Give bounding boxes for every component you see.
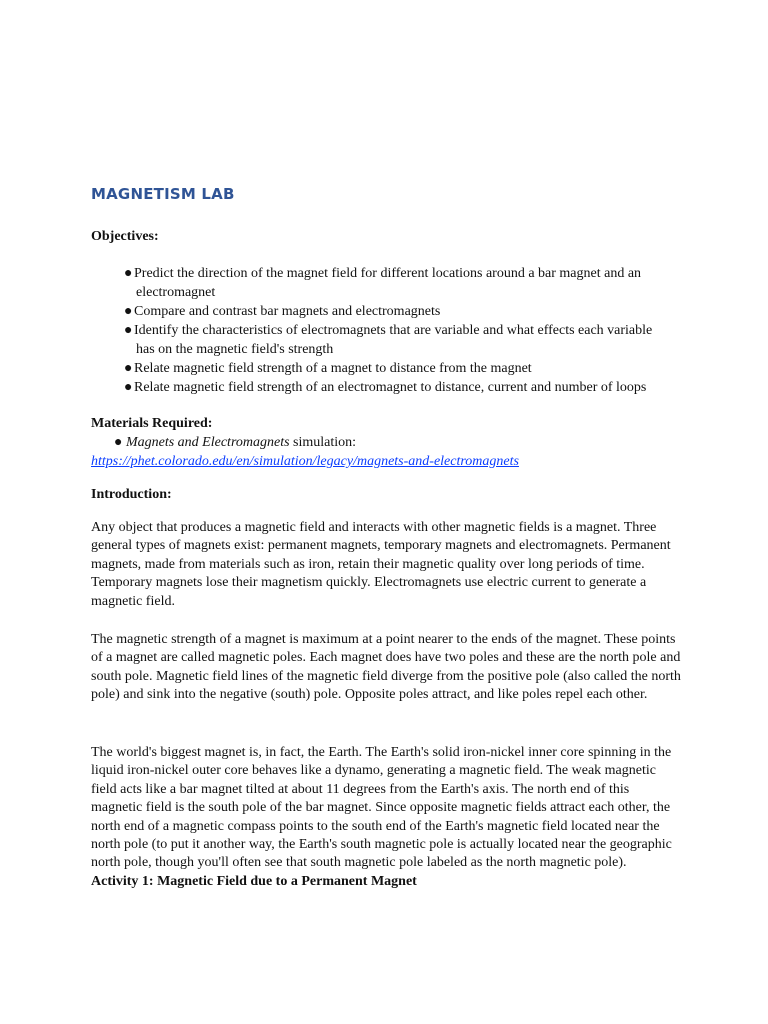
intro-paragraph-2: The magnetic strength of a magnet is maximum at a point nearer to the ends of the magnet. These points of a magnet are called magnetic poles. Each magnet does have two poles and these are the north pole and south pole. Magnetic field lines of the magnetic field diverge from the positive pole (also called the north pole) and sink into the negative (south) pole. Opposite poles attract, and like poles repel each other. <box>91 632 681 703</box>
materials-heading: Materials Required: <box>91 416 213 431</box>
bullet-icon: ● <box>124 361 133 376</box>
simulation-link[interactable]: https://phet.colorado.edu/en/simulation/legacy/magnets-and-electromagnets <box>91 454 519 469</box>
activity1-heading: Activity 1: Magnetic Field due to a Permanent Magnet <box>91 874 417 889</box>
bullet-icon: ● <box>124 323 133 338</box>
list-item: ● Relate magnetic field strength of a magnet to distance from the magnet <box>124 361 532 376</box>
page-title: MAGNETISM LAB <box>91 185 235 203</box>
intro-paragraph-1: Any object that produces a magnetic field and interacts with other magnetic fields is a magnet. Three general types of magnets exist: permanent magnets, temporary magnets and electromagnets. Permanent magnets, made from materials such as iron, retain their magnetic quality over long periods of time. Temporary magnets lose their magnetism quickly. Electromagnets use electric current to generate a magnetic field. <box>91 520 671 609</box>
simulation-suffix: simulation: <box>289 435 357 450</box>
list-item: ● Identify the characteristics of electromagnets that are variable and what effects each variable has on the magnetic field's strength <box>124 323 653 357</box>
materials-item <box>114 433 356 452</box>
intro-paragraph-3: The world's biggest magnet is, in fact, the Earth. The Earth's solid iron-nickel inner core spinning in the liquid iron-nickel outer core behaves like a dynamo, generating a magnetic field. The weak magnetic field acts like a bar magnet tilted at about 11 degrees from the Earth's axis. The north end of this magnetic field is the south pole of the bar magnet. Since opposite magnetic fields attract each other, the north end of a magnetic compass points to the south end of the Earth's magnetic field located near the north pole (to put it another way, the Earth's south magnetic pole is actually located near the geographic north pole, though you'll often see that south magnetic pole labeled as the north magnetic pole). <box>91 745 672 871</box>
objectives-list <box>114 264 674 397</box>
bullet-icon: ● <box>124 304 133 319</box>
bullet-icon: ● <box>124 266 133 281</box>
list-item: ● Compare and contrast bar magnets and electromagnets <box>124 304 441 319</box>
simulation-name: Magnets and Electromagnets <box>125 435 290 450</box>
list-item: ● Predict the direction of the magnet field for different locations around a bar magnet and an electromagnet <box>124 266 642 300</box>
list-item: ● Relate magnetic field strength of an electromagnet to distance, current and number of loops <box>124 380 647 395</box>
bullet-icon: ● <box>114 435 123 450</box>
bullet-icon: ● <box>124 380 133 395</box>
introduction-heading: Introduction: <box>91 487 172 502</box>
objectives-heading: Objectives: <box>91 229 159 244</box>
